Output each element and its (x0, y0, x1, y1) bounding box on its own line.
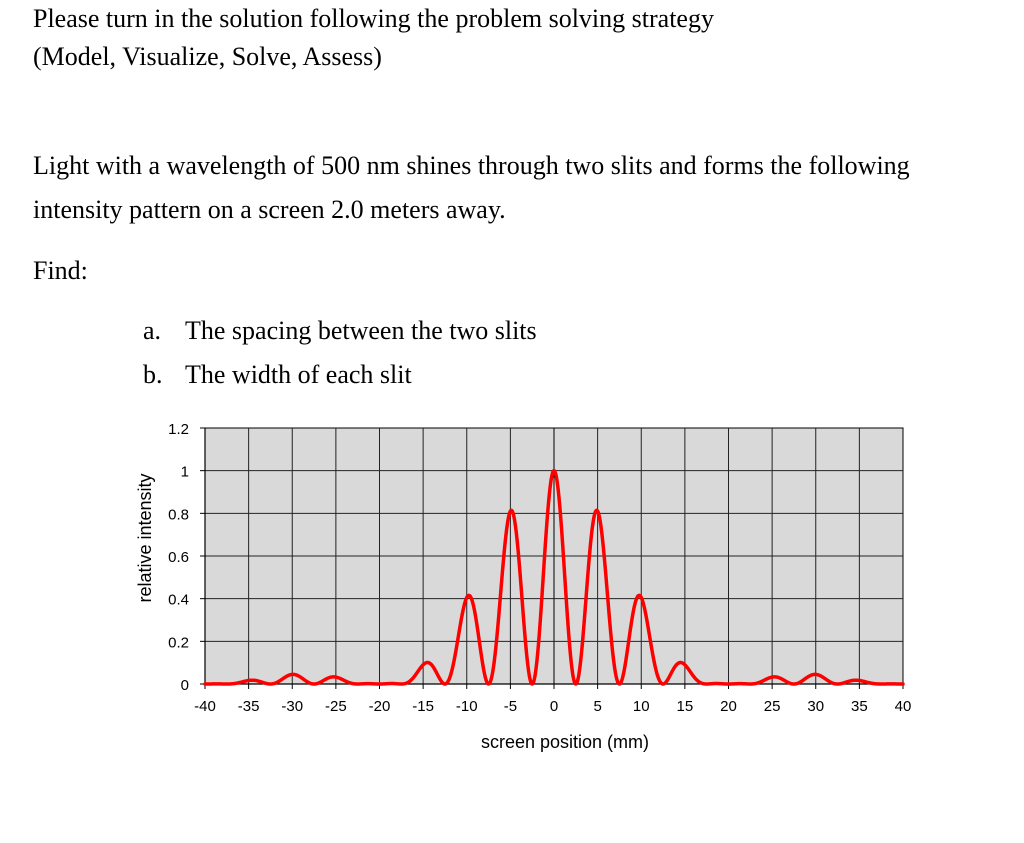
x-tick-label: -35 (237, 698, 260, 715)
y-tick-label: 0 (180, 677, 189, 694)
find-label: Find: (33, 256, 88, 285)
y-axis-tick-labels (168, 421, 205, 694)
x-tick-label: -20 (368, 698, 391, 715)
x-tick-label: 20 (720, 698, 737, 715)
y-axis-label: relative intensity (135, 473, 155, 603)
x-tick-label: -40 (194, 698, 216, 715)
x-axis-tick-labels (194, 684, 911, 715)
x-tick-label: 35 (851, 698, 868, 715)
x-tick-label: -25 (325, 698, 347, 715)
question-b-text: The width of each slit (185, 360, 412, 389)
y-tick-label: 0.4 (168, 591, 189, 609)
y-tick-label: 1.2 (168, 421, 189, 438)
instruction-line-1: Please turn in the solution following the problem solving strategy (33, 4, 714, 33)
problem-line-1: Light with a wavelength of 500 nm shines through two slits and forms the following (33, 151, 910, 180)
question-a-text: The spacing between the two slits (185, 316, 537, 345)
y-tick-label: 1 (180, 463, 189, 481)
question-a-marker: a. (143, 316, 162, 345)
x-tick-label: 5 (593, 698, 602, 715)
problem-line-2: intensity pattern on a screen 2.0 meters away. (33, 195, 506, 224)
y-tick-label: 0.2 (168, 634, 189, 652)
x-tick-label: -15 (412, 698, 434, 715)
x-tick-label: 40 (894, 698, 912, 715)
y-tick-label: 0.6 (168, 549, 189, 566)
x-tick-label: 25 (763, 698, 781, 715)
x-axis-label: screen position (mm) (480, 732, 650, 752)
x-tick-label: -30 (281, 698, 304, 715)
x-tick-label: -5 (503, 698, 518, 715)
x-tick-label: 0 (549, 698, 559, 715)
question-b-marker: b. (143, 360, 163, 389)
x-tick-label: 30 (807, 698, 825, 715)
instruction-line-2: (Model, Visualize, Solve, Assess) (33, 42, 382, 71)
y-tick-label: 0.8 (168, 506, 189, 524)
x-tick-label: 15 (676, 698, 694, 715)
x-tick-label: 10 (632, 698, 650, 715)
x-tick-label: -10 (455, 698, 478, 715)
